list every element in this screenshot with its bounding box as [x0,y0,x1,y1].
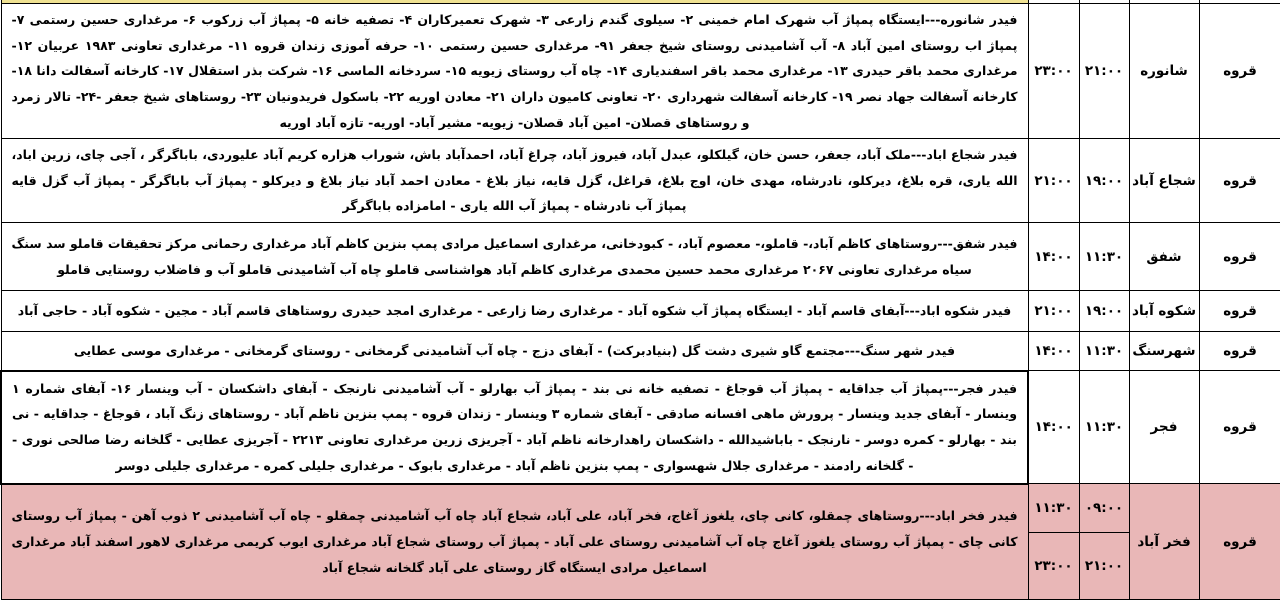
outage-description-cell: فیدر فجر---پمپاژ آب جداقایه - پمپاژ آب قوجاغ - تصفیه خانه نی بند - پمپاژ آب بهارلو - آب آشامیدنی نارنجک - آبفای داشکسان - آب وینسار ۱۶- آبفای شماره ۱ وینسار - آبفای جدید وینسار - پرورش ماهی افسانه صادقی - آبفای شماره ۳ وینسار - زندان قروه - پمپ بنزین ناظم آباد - روستاهای زنگ آباد ، قوجاغ - جداقایه - نی بند - بهارلو - کمره دوسر - نارنجک - باباشیدالله - داشکسان راهدارخانه ناظم آباد - آجریزی زرین مرغداری تعاونی ۲۲۱۳ - آجریزی عطایی - گلخانه رضا صالحی نوری - - گلخانه رادمند - مرغداری جلال شهسواری - پمپ بنزین ناظم آباد - مرغداری بابوک - مرغداری جلیلی کمره - مرغداری جلیلی دوسر [1,371,1028,484]
end-time-cell: ۲۳:۰۰ [1028,4,1079,139]
start-time-cell: ۱۱:۳۰ [1079,371,1129,484]
city-cell: قروه [1199,4,1280,139]
end-time-cell: ۲۱:۰۰ [1028,291,1079,332]
table-row [1,371,1280,484]
feeder-name-cell: شانوره [1129,4,1199,139]
start-time-cell: ۱۱:۳۰ [1079,223,1129,291]
start-time-cell: ۰۹:۰۰ [1079,484,1129,533]
city-cell: قروه [1199,332,1280,371]
table-row [1,291,1280,332]
outage-description-cell: فیدر فخر اباد---روستاهای چمقلو، کانی چای، یلغوز آغاج، فخر آباد، علی آباد، شجاع آباد چاه آب آشامیدنی چمقلو - چاه آب آشامیدنی ۲ ذوب آهن - پمپاژ آب روستای کانی چای - پمپاژ آب روستای یلغوز آغاج چاه آب آشامیدنی روستای علی آباد - پمپاژ آب روستای شجاع آباد مرغداری ایوب کریمی مرغداری لاهور اسفند آباد مرغداری اسماعیل مرادی ایستگاه گاز روستای علی آباد گلخانه شجاع آباد [1,484,1028,600]
feeder-name-cell: شجاع آباد [1129,139,1199,223]
start-time-cell: ۱۹:۰۰ [1079,139,1129,223]
end-time-cell: ۱۴:۰۰ [1028,332,1079,371]
table-row [1,4,1280,139]
end-time-cell: ۲۱:۰۰ [1028,139,1079,223]
feeder-name-cell: فخر آباد [1129,484,1199,600]
start-time-cell: ۱۹:۰۰ [1079,291,1129,332]
table-row [1,223,1280,291]
feeder-name-cell: شهرسنگ [1129,332,1199,371]
city-cell: قروه [1199,371,1280,484]
city-cell: قروه [1199,291,1280,332]
city-cell: قروه [1199,484,1280,600]
feeder-name-cell: شفق [1129,223,1199,291]
table-row [1,139,1280,223]
feeder-name-cell: فجر [1129,371,1199,484]
outage-description-cell: فیدر شهر سنگ---مجتمع گاو شیری دشت گل (بنیادبرکت) - آبفای دزج - چاه آب آشامیدنی گرمخانی - روستای گرمخانی - مرغداری موسی عطایی [1,332,1028,371]
outage-description-cell: فیدر شفق---روستاهای کاظم آباد،- قاملو،- معصوم آباد، - کبودخانی، مرغداری اسماعیل مرادی پمپ بنزین کاظم آباد مرغداری رحمانی مرکز تحقیقات قاملو سد سنگ سیاه مرغداری تعاونی ۲۰۶۷ مرغداری محمد حسین محمدی مرغداری کاظم آباد هواشناسی قاملو چاه آب آشامیدنی قاملو آب و فاضلاب روستایی قاملو [1,223,1028,291]
feeder-name-cell: شکوه آباد [1129,291,1199,332]
outage-description-cell: فیدر شکوه اباد---آبفای قاسم آباد - ایستگاه پمپاژ آب شکوه آباد - مرغداری رضا زارعی - مرغداری امجد حیدری روستاهای قاسم آباد - مجین - شکوه آباد - حاجی آباد [1,291,1028,332]
start-time-cell: ۱۱:۳۰ [1079,332,1129,371]
table-row [1,332,1280,371]
city-cell: قروه [1199,223,1280,291]
start-time-cell: ۲۱:۰۰ [1079,533,1129,600]
city-cell: قروه [1199,139,1280,223]
outage-description-cell: فیدر شجاع اباد---ملک آباد، جعفر، حسن خان، گیلکلو، عبدل آباد، فیروز آباد، چراغ آباد، احمدآباد باش، شوراب هزاره کریم آباد علیوردی، باباگرگر ، آجی چای، زرین اباد، الله یاری، قره بلاغ، دیرکلو، نادرشاه، مهدی خان، اوج بلاغ، قراغل، گزل قایه، نیاز بلاغ - معادن احمد آباد نیاز بلاغ و دیرکلو - پمپاژ آب باباگرگر - پمپاژ آب گزل قایه پمپاژ آب نادرشاه - پمپاژ آب الله یاری - امامزاده باباگرگر [1,139,1028,223]
end-time-cell: ۲۳:۰۰ [1028,533,1079,600]
end-time-cell: ۱۱:۳۰ [1028,484,1079,533]
start-time-cell: ۲۱:۰۰ [1079,4,1129,139]
outage-description-cell: فیدر شانوره---ایستگاه پمپاژ آب شهرک امام خمینی ۲- سیلوی گندم زارعی ۳- شهرک تعمیرکاران ۴- تصفیه خانه ۵- پمپاژ آب زرکوب ۶- مرغداری حسین رستمی ۷- پمپاژ اب روستای امین آباد ۸- آب آشامیدنی روستای شیخ جعفر ۹۱- مرغداری حسین رستمی ۱۰- حرفه آموزی زندان قروه ۱۱- مرغداری تعاونی ۱۹۸۳ عربیان ۱۲- مرغداری محمد باقر حیدری ۱۳- مرغداری محمد باقر اسفندیاری ۱۴- چاه آب روستای زیویه ۱۵- سردخانه الماسی ۱۶- شرکت بذر استقلال ۱۷- کارخانه آسفالت دانا ۱۸- کارخانه آسفالت جهاد نصر ۱۹- کارخانه آسفالت شهرداری ۲۰- تعاونی کامیون داران ۲۱- معادن اوریه ۲۲- باسکول فریدونیان ۲۳- روستاهای شیخ جعفر -۲۴- تالار زمرد و روستاهای قصلان- امین آباد قصلان- زیویه- مشیر آباد- اوریه- تازه آباد اوریه [1,4,1028,139]
end-time-cell: ۱۴:۰۰ [1028,371,1079,484]
table-row-highlighted [1,484,1280,533]
end-time-cell: ۱۴:۰۰ [1028,223,1079,291]
